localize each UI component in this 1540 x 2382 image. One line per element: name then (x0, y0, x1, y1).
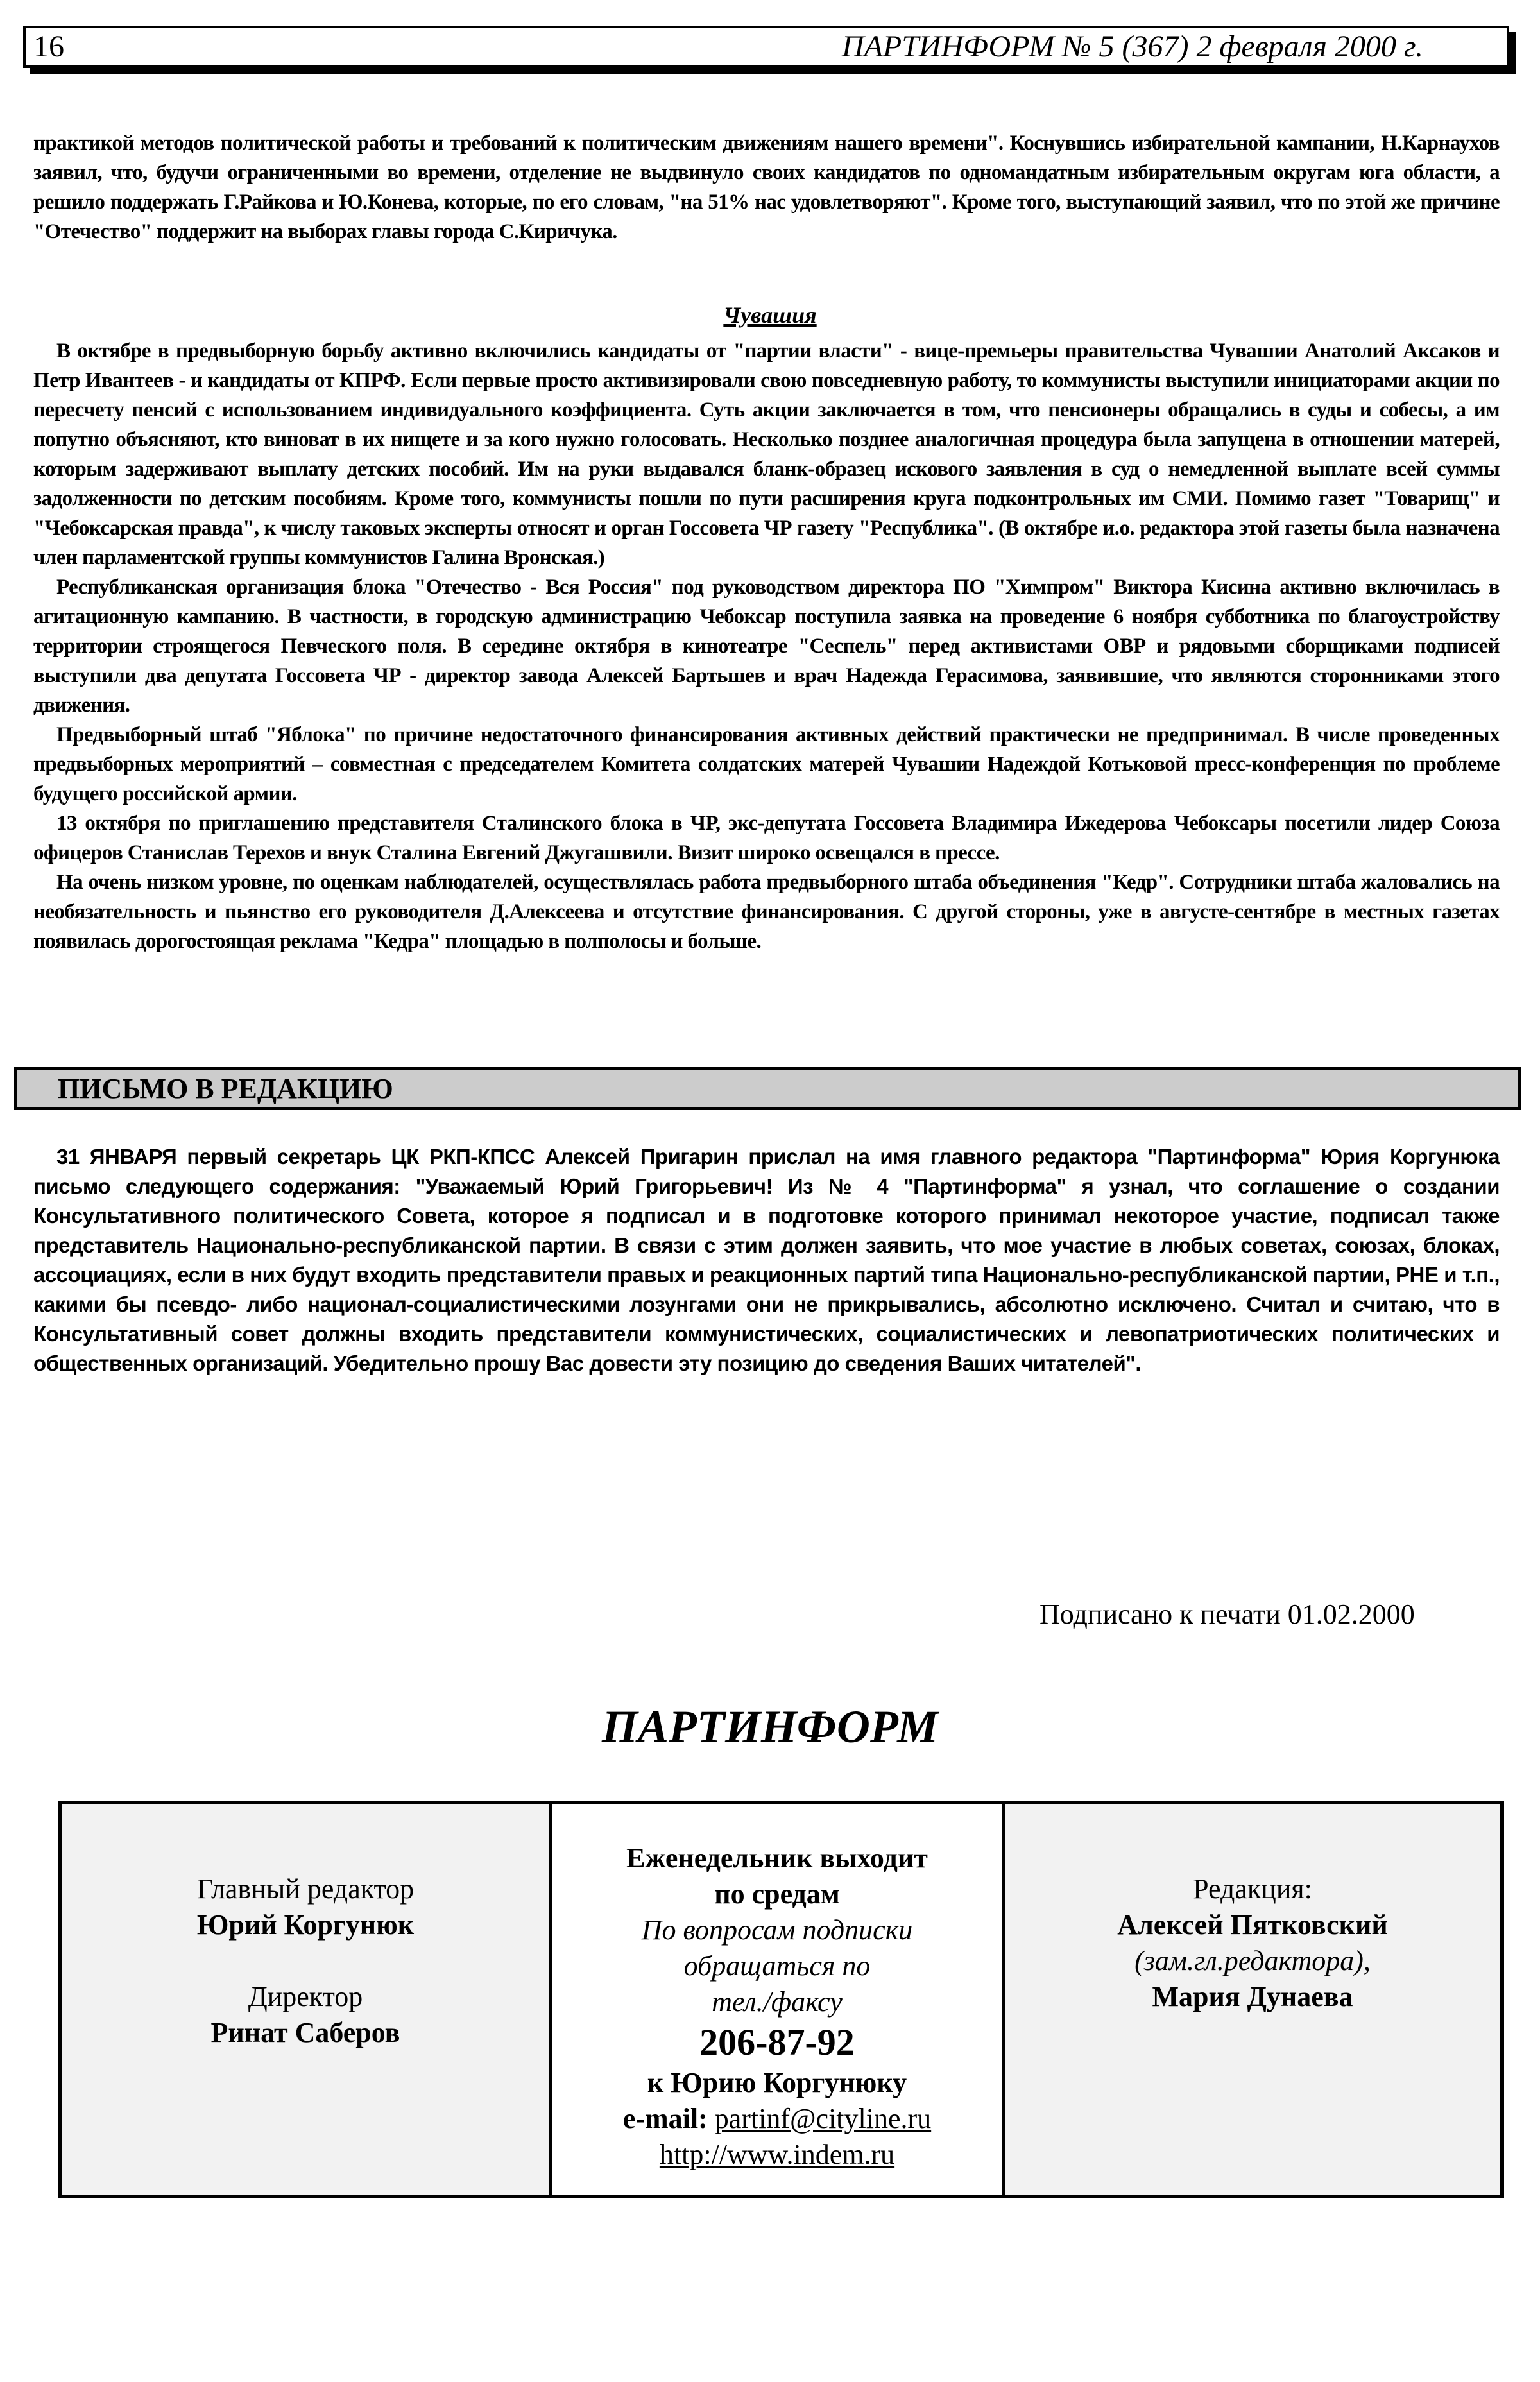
letter-to-editor (33, 1142, 1500, 1378)
article-paragraph: 13 октября по приглашению представителя Сталинского блока в ЧР, экс-депутата Госсовета Владимира Ижедерова Чебоксары посетили лидер Союза офицеров Станислав Терехов и внук Сталина Евгений Джугашвили. Визит широко освещался в прессе. (33, 812, 1500, 864)
subscription-note: По вопросам подписки (641, 1914, 913, 1946)
imprint-right-column (1005, 1804, 1500, 2195)
imprint-left-column (62, 1804, 552, 2195)
deputy-editor-role: (зам.гл.редактора), (1134, 1945, 1371, 1976)
imprint-box (58, 1801, 1504, 2198)
website-link[interactable]: http://www.indem.ru (659, 2139, 895, 2170)
subscription-note-2: обращаться по (683, 1950, 871, 1982)
phone-number: 206-87-92 (699, 2021, 855, 2063)
contact-person: к Юрию Коргунюку (647, 2067, 907, 2098)
intro-paragraph: практикой методов политической работы и требований к политическим движениям нашего времени". Коснувшись избирательной кампании, Н.Карнаухов заявил, что, будучи ограниченными во времени, отделение не выдвинуло своих кандидатов по одномандатным избирательным округам юга области, а решило поддержать Г.Райкова и Ю.Конева, которые, по его словам, "на 51% нас удовлетворяют". Кроме того, выступающий заявил, что по этой же причине "Отечество" поддержит на выборах главы города С.Киричука. (33, 132, 1500, 243)
article-paragraph: Республиканская организация блока "Отечество - Вся Россия" под руководством директора ПО "Химпром" Виктора Кисина активно включилась в агитационную кампанию. В частности, в городскую администрацию Чебоксар поступила заявка на проведение 6 ноября субботника по благоустройству территории строящегося Певческого поля. В середине октября в кинотеатре "Сеспель" перед активистами ОВР и рядовыми сборщиками подписей выступили два депутата Госсовета ЧР - директор завода Алексей Бартьшев и врач Надежда Герасимова, заявившие, что являются сторонниками этого движения. (33, 576, 1500, 717)
chuvashia-article (33, 336, 1500, 956)
editorial-label: Редакция: (1193, 1873, 1312, 1905)
section-bar-letter (14, 1067, 1521, 1110)
subscription-note-3: тел./факсу (712, 1986, 843, 2018)
weekly-day: по средам (714, 1878, 840, 1910)
editor-name: Мария Дунаева (1152, 1981, 1353, 2012)
article-paragraph: В октябре в предвыборную борьбу активно включились кандидаты от "партии власти" - вице-премьеры правительства Чувашии Анатолий Аксаков и Петр Ивантеев - и кандидаты от КПРФ. Если первые просто активизировали свою повседневную работу, то коммунисты выступили инициаторами акции по пересчету пенсий с использованием индивидуального коэффициента. Суть акции заключается в том, что пенсионеры обращались в суды и собесы, а им попутно объясняют, кто виноват в их нищете и за кого нужно голосовать. Несколько позднее аналогичная процедура была запущена в отношении матерей, которым задерживают выплату детских пособий. Им на руки выдавался бланк-образец искового заявления в суд о немедленной выплате всей суммы задолженности по детским пособиям. Кроме того, коммунисты пошли по пути расширения круга подконтрольных им СМИ. Помимо газет "Товарищ" и "Чебоксарская правда", к числу таковых эксперты относят и орган Госсовета ЧР газету "Республика". (В октябре и.о. редактора этой газеты была назначена член парламентской группы коммунистов Галина Вронская.) (33, 339, 1500, 569)
deputy-editor-name: Алексей Пятковский (1117, 1909, 1388, 1941)
signed-to-print: Подписано к печати 01.02.2000 (1040, 1598, 1415, 1630)
section-heading-chuvashia: Чувашия (723, 302, 817, 328)
intro-paragraph-block (33, 128, 1500, 246)
weekly-note: Еженедельник выходит (626, 1842, 928, 1874)
imprint-middle-column (552, 1804, 1005, 2195)
issue-line: ПАРТИНФОРМ № 5 (367) 2 февраля 2000 г. (841, 30, 1423, 64)
letter-text: 31 ЯНВАРЯ первый секретарь ЦК РКП-КПСС Алексей Пригарин прислал на имя главного редактора "Партинформа" Юрия Коргунюка письмо следующего содержания: "Уважаемый Юрий Григорьевич! Из № 4 "Партинформа" я узнал, что соглашение о создании Консультативного политического Совета, которое я подписал и в подготовке которого принимал некоторое участие, подписал также представитель Национально-республиканской партии. В связи с этим должен заявить, что мое участие в любых советах, союзах, блоках, ассоциациях, если в них будут входить представители правых и реакционных партий типа Национально-республиканской партии, РНЕ и т.п., какими бы псевдо- либо национал-социалистическими лозунгами они не прикрывались, абсолютно исключено. Считал и считаю, что в Консультативный совет должны входить представители коммунистических, социалистических и левопатриотических политических и общественных организаций. Убедительно прошу Вас довести эту позицию до сведения Ваших читателей". (33, 1145, 1500, 1375)
masthead-title: ПАРТИНФОРМ (601, 1701, 939, 1752)
director-name: Ринат Саберов (210, 2017, 400, 2048)
page-number: 16 (33, 30, 64, 64)
running-header (23, 26, 1509, 68)
email-label: e-mail: (622, 2103, 708, 2134)
email-line (623, 2101, 931, 2137)
article-paragraph: Предвыборный штаб "Яблока" по причине недостаточного финансирования активных действий практически не предпринимал. В числе проведенных предвыборных мероприятий – совместная с председателем Комитета солдатских матерей Чувашии Надеждой Котьковой пресс-конференция по проблеме будущего российской армии. (33, 723, 1500, 805)
role-director: Директор (248, 1981, 363, 2012)
chief-editor-name: Юрий Коргунюк (196, 1909, 415, 1941)
section-title: ПИСЬМО В РЕДАКЦИЮ (58, 1073, 393, 1104)
email-link[interactable]: partinf@cityline.ru (714, 2103, 932, 2134)
role-chief-editor: Главный редактор (196, 1873, 415, 1905)
article-paragraph: На очень низком уровне, по оценкам наблюдателей, осуществлялась работа предвыборного штаба объединения "Кедр". Сотрудники штаба жаловались на необязательность и пьянство его руководителя Д.Алексеева и отсутствие финансирования. С другой стороны, уже в августе-сентябре в местных газетах появилась дорогостоящая реклама "Кедра" площадью в полполосы и больше. (33, 871, 1500, 953)
